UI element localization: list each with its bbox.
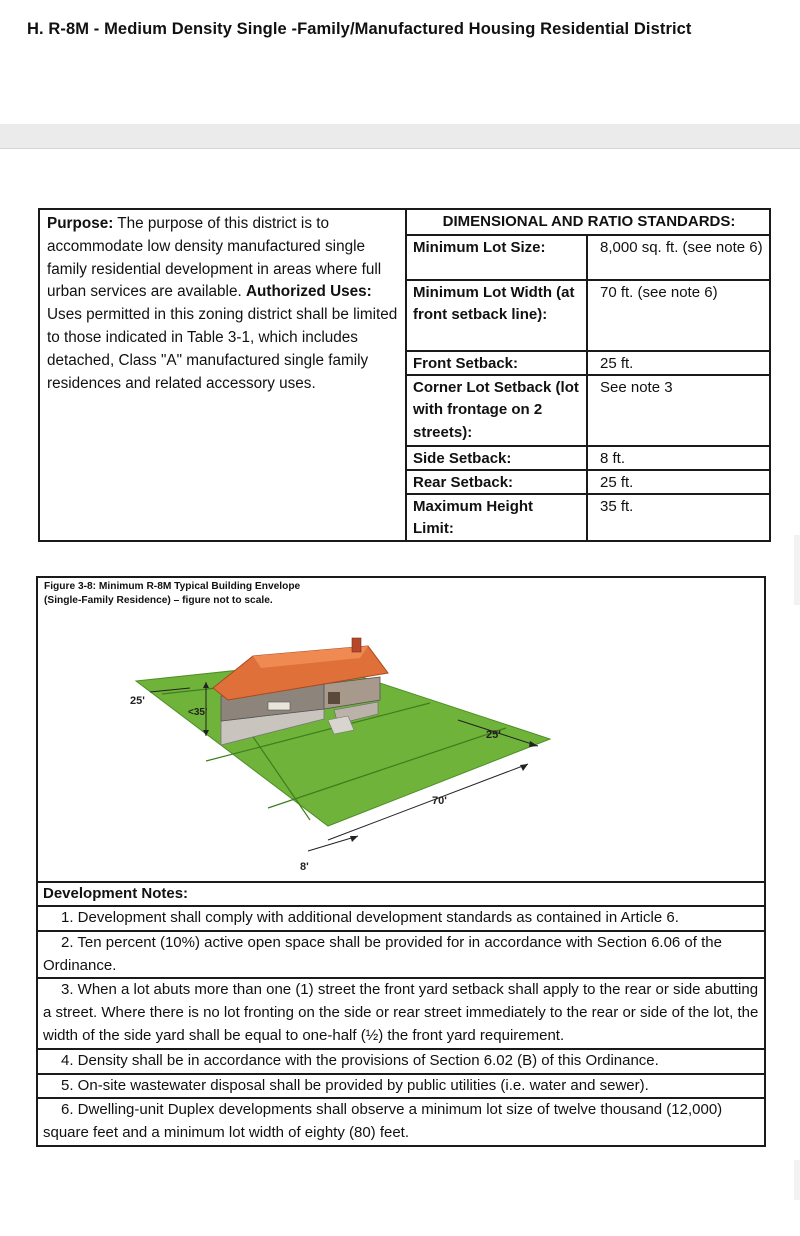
note-text: Dwelling-unit Duplex developments shall observe a minimum lot size of twelve thousand (12,000) square feet and a minimum lot width of eighty (80) feet. — [43, 1101, 723, 1142]
row-value: 25 ft. — [600, 474, 634, 491]
notes-heading: Development Notes: — [36, 881, 766, 905]
row-value: 8,000 sq. ft. (see note 6) — [600, 239, 763, 256]
note-number: 2. — [61, 933, 74, 951]
note-item — [36, 905, 766, 930]
note-text: Density shall be in accordance with the provisions of Section 6.02 (B) of this Ordinance. — [73, 1051, 659, 1069]
figure-caption-line: (Single-Family Residence) – figure not to scale. — [44, 595, 273, 606]
note-item — [36, 930, 766, 978]
row-label: Side Setback: — [413, 450, 512, 467]
building-envelope-illustration — [38, 578, 766, 883]
row-value: 35 ft. — [600, 498, 634, 515]
note-item — [36, 977, 766, 1047]
note-text: On-site wastewater disposal shall be provided by public utilities (i.e. water and sewer). — [73, 1076, 649, 1094]
dimensional-table — [407, 210, 771, 542]
lot-width-label: 70' — [432, 795, 447, 807]
table-row — [407, 374, 771, 445]
row-label: Corner Lot Setback (lot with frontage on 2 streets): — [413, 379, 579, 441]
authorized-uses-text: Uses permitted in this zoning district shall be limited to those indicated in Table 3-1, which includes detached, Class "A" manufactured single family residences and related accessory uses. — [47, 306, 398, 392]
row-value: 8 ft. — [600, 450, 626, 467]
development-notes — [36, 881, 766, 1147]
building-envelope-figure — [36, 576, 766, 881]
house-window — [268, 702, 290, 710]
note-text: Ten percent (10%) active open space shall be provided for in accordance with Section 6.06 of the Ordinance. — [43, 933, 722, 974]
note-number: 5. — [61, 1076, 74, 1094]
page-title: H. R-8M - Medium Density Single -Family/Manufactured Housing Residential District — [27, 20, 692, 38]
table-row — [407, 493, 771, 542]
divider-band — [0, 124, 800, 149]
note-number: 4. — [61, 1051, 74, 1069]
table-row — [407, 234, 771, 279]
column-divider — [586, 234, 588, 542]
rear-setback-label: 25' — [130, 695, 145, 707]
purpose-section — [40, 210, 406, 540]
note-number: 1. — [61, 909, 74, 926]
page-edge — [794, 1160, 800, 1200]
row-value: See note 3 — [600, 379, 673, 396]
table-row — [407, 279, 771, 350]
note-text: Development shall comply with additional development standards as contained in Article 6. — [73, 909, 679, 926]
purpose-text: The purpose of this district is to accommodate low density manufactured single family residential development in areas where full urban services are available. — [47, 215, 382, 301]
note-item — [36, 1097, 766, 1147]
purpose-label: Purpose: — [47, 215, 114, 232]
row-value: 25 ft. — [600, 355, 634, 372]
row-label: Rear Setback: — [413, 474, 514, 491]
front-setback-label: 25' — [486, 729, 501, 741]
authorized-uses-label: Authorized Uses: — [245, 283, 372, 301]
row-label: Minimum Lot Size: — [413, 239, 546, 256]
side-setback-label: 8' — [300, 861, 309, 873]
note-number: 6. — [61, 1101, 74, 1119]
note-number: 3. — [61, 981, 74, 999]
row-label: Minimum Lot Width (at front setback line): — [413, 284, 575, 324]
district-standards-box — [38, 208, 771, 542]
note-item — [36, 1073, 766, 1098]
height-label: <35' — [188, 707, 208, 718]
row-label: Front Setback: — [413, 355, 519, 372]
dimensional-heading: DIMENSIONAL AND RATIO STANDARDS: — [442, 213, 736, 230]
house-chimney — [352, 638, 361, 652]
house-door — [328, 692, 340, 704]
note-text: When a lot abuts more than one (1) street the front yard setback shall apply to the rear or side abutting a street. Where there is no lot fronting on the side or rear street immediately to the rear or side of the lot, the width of the side yard shall be equal to one-half (½) the front yard requirement. — [43, 981, 759, 1044]
row-value: 70 ft. (see note 6) — [600, 284, 718, 301]
table-row — [407, 350, 771, 374]
table-row — [407, 469, 771, 493]
page-edge — [794, 535, 800, 605]
row-label: Maximum Height Limit: — [413, 498, 534, 538]
figure-caption-line: Figure 3-8: Minimum R-8M Typical Building Envelope — [44, 581, 301, 592]
note-item — [36, 1048, 766, 1073]
table-row — [407, 445, 771, 469]
